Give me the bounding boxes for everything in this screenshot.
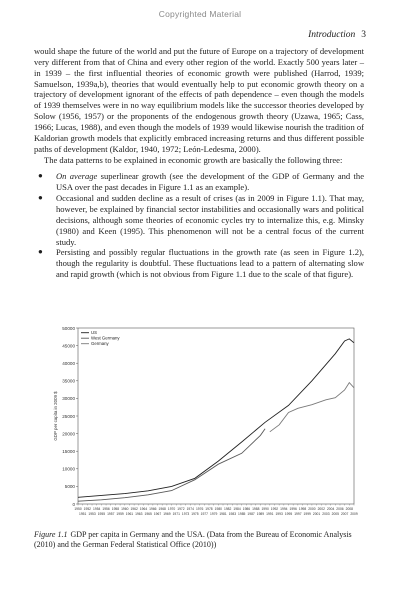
x-tick-label: 1954	[93, 507, 101, 511]
x-tick-label: 1983	[228, 512, 237, 516]
x-tick-label: 1951	[79, 512, 87, 516]
body-text	[34, 46, 364, 280]
x-tick-label: 2008	[345, 507, 353, 511]
bullet-list	[34, 171, 364, 280]
x-tick-label: 1988	[252, 507, 260, 511]
y-tick-label: 50000	[62, 325, 75, 331]
legend-label: US	[91, 330, 97, 335]
caption-label: Figure 1.1	[34, 530, 68, 539]
x-tick-label: 1996	[289, 507, 297, 511]
x-tick-label: 1964	[139, 507, 148, 511]
x-tick-label: 2005	[331, 512, 339, 516]
x-tick-label: 1956	[102, 507, 110, 511]
page-number: 3	[361, 30, 366, 40]
x-tick-label: 1987	[247, 512, 255, 516]
x-tick-label: 1973	[181, 512, 190, 516]
y-tick-label: 45000	[62, 343, 75, 349]
x-tick-label: 2009	[350, 512, 358, 516]
x-tick-label: 2006	[336, 507, 344, 511]
x-tick-label: 1998	[298, 507, 307, 511]
x-tick-label: 2002	[317, 507, 325, 511]
y-tick-label: 40000	[62, 361, 75, 366]
y-tick-label: 30000	[62, 396, 75, 402]
x-tick-label: 1968	[158, 507, 166, 511]
bullet-item	[34, 247, 364, 280]
x-tick-label: 1986	[242, 507, 251, 511]
bullet-text: Occasional and sudden decline as a result of crises (as in 2009 in Figure 1.1). That may, however, be explained by financial sector instabilities and occasionally wars and political decisions, although some theories of economic cycles try to internalize this, e.g. Minsky (1980) and Keen (1995). This phenomenon will not be a central focus of the current study.	[56, 193, 364, 247]
paragraph: would shape the future of the world and put the future of Europe on a trajectory of development very different from that of China and every other region of the world. Exactly 500 years later – in 1939 – the first influential theories of economic growth were published (Harrod, 1939; Samuelson, 1939a,b), theories that would eventually help to put economic growth theory on a trajectory of development ignorant of the effects of path dependence – even though the models of 1939 themselves were in no way equilibrium models like the successor theories developed by Solow (1956, 1957) or the proponents of the endogenous growth theory (Uzawa, 1965; Cass, 1966; Lucas, 1988), and even though the models of 1939 would likewise nourish the tradition of Kaldorian growth models that explicitly embraced increasing returns and thus different possible paths of development (Kaldor, 1940, 1972; León-Ledesma, 2000).	[34, 46, 364, 154]
x-tick-label: 2004	[326, 507, 335, 511]
x-tick-label: 1965	[144, 512, 152, 516]
bullet-item	[34, 171, 364, 193]
y-tick-label: 35000	[62, 378, 75, 384]
x-tick-label: 1952	[83, 507, 92, 511]
running-head-title: Introduction	[308, 30, 356, 40]
x-tick-label: 1963	[135, 512, 143, 516]
x-tick-label: 1958	[111, 507, 120, 511]
x-tick-label: 1971	[172, 512, 180, 516]
x-tick-label: 1982	[224, 507, 232, 511]
bullet-icon: ●	[38, 171, 43, 181]
running-head	[308, 30, 366, 40]
x-tick-label: 1995	[284, 512, 293, 516]
x-tick-label: 1975	[191, 512, 199, 516]
series-line-germany	[270, 383, 354, 432]
x-tick-label: 1950	[74, 507, 82, 511]
x-tick-label: 1980	[214, 507, 223, 511]
x-tick-label: 1989	[256, 512, 265, 516]
x-tick-label: 1999	[303, 512, 311, 516]
x-tick-label: 1959	[116, 512, 124, 516]
series-line-us	[78, 339, 354, 497]
bullet-icon: ●	[38, 193, 43, 203]
x-tick-label: 1979	[209, 512, 218, 516]
bullet-lead: On average	[56, 171, 98, 182]
x-tick-label: 1969	[163, 512, 171, 516]
x-tick-label: 2003	[322, 512, 330, 516]
paragraph: The data patterns to be explained in economic growth are basically the following three:	[44, 154, 343, 165]
x-tick-label: 1992	[270, 507, 279, 511]
x-tick-label: 1990	[261, 507, 269, 511]
caption-text: GDP per capita in Germany and the USA. (Data from the Bureau of Economic Analysis (2010) and the German Federal Statistical Office (2010))	[34, 530, 352, 549]
x-tick-label: 1993	[275, 512, 283, 516]
x-tick-label: 1985	[238, 512, 246, 516]
watermark-top: Copyrighted Material	[158, 9, 242, 19]
x-tick-label: 1976	[195, 507, 204, 511]
figure-gdp-chart	[50, 320, 360, 525]
x-tick-label: 1977	[200, 512, 208, 516]
legend-label: Germany	[91, 341, 109, 346]
series-line-west-germany	[78, 429, 265, 502]
x-tick-label: 1970	[167, 507, 176, 511]
x-tick-label: 2007	[340, 512, 349, 516]
y-axis-label: GDP per capita in 2009 $	[53, 391, 58, 441]
y-tick-label: 15000	[62, 449, 75, 454]
bullet-text: superlinear growth (see the development of the GDP of Germany and the USA over the past decades in Figure 1.1 as an example).	[56, 171, 364, 193]
x-tick-label: 1961	[125, 512, 134, 516]
y-tick-label: 25000	[62, 413, 75, 419]
figure-caption	[34, 530, 364, 550]
y-tick-label: 0	[72, 501, 75, 507]
x-tick-label: 1994	[280, 507, 288, 511]
x-tick-label: 1960	[121, 507, 129, 511]
x-tick-label: 1991	[266, 512, 274, 516]
x-tick-label: 2001	[312, 512, 321, 516]
y-tick-label: 20000	[62, 431, 75, 437]
y-tick-label: 5000	[64, 484, 75, 490]
x-tick-label: 1957	[107, 512, 115, 516]
x-tick-label: 2000	[308, 507, 316, 511]
legend-label: West Germany	[91, 335, 120, 341]
x-tick-label: 1978	[205, 507, 213, 511]
x-tick-label: 1972	[177, 507, 185, 511]
x-tick-label: 1966	[149, 507, 157, 511]
x-tick-label: 1962	[130, 507, 138, 511]
x-tick-label: 1997	[294, 512, 302, 516]
x-tick-label: 1981	[219, 512, 227, 516]
bullet-text: Persisting and possibly regular fluctuations in the growth rate (as seen in Figure 1.2), though the regularity is doubtful. These fluctuations lead to a pattern of alternating slow and rapid growth (which is not obvious from Figure 1.1 due to the scale of that figure).	[56, 247, 364, 280]
x-tick-label: 1974	[186, 507, 194, 511]
plot-frame	[78, 328, 354, 504]
x-tick-label: 1967	[153, 512, 162, 516]
y-tick-label: 10000	[62, 466, 75, 472]
bullet-item	[34, 193, 364, 247]
line-chart	[50, 320, 360, 525]
x-tick-label: 1955	[97, 512, 106, 516]
bullet-icon: ●	[38, 247, 43, 257]
x-tick-label: 1953	[88, 512, 96, 516]
x-tick-label: 1984	[233, 507, 241, 511]
